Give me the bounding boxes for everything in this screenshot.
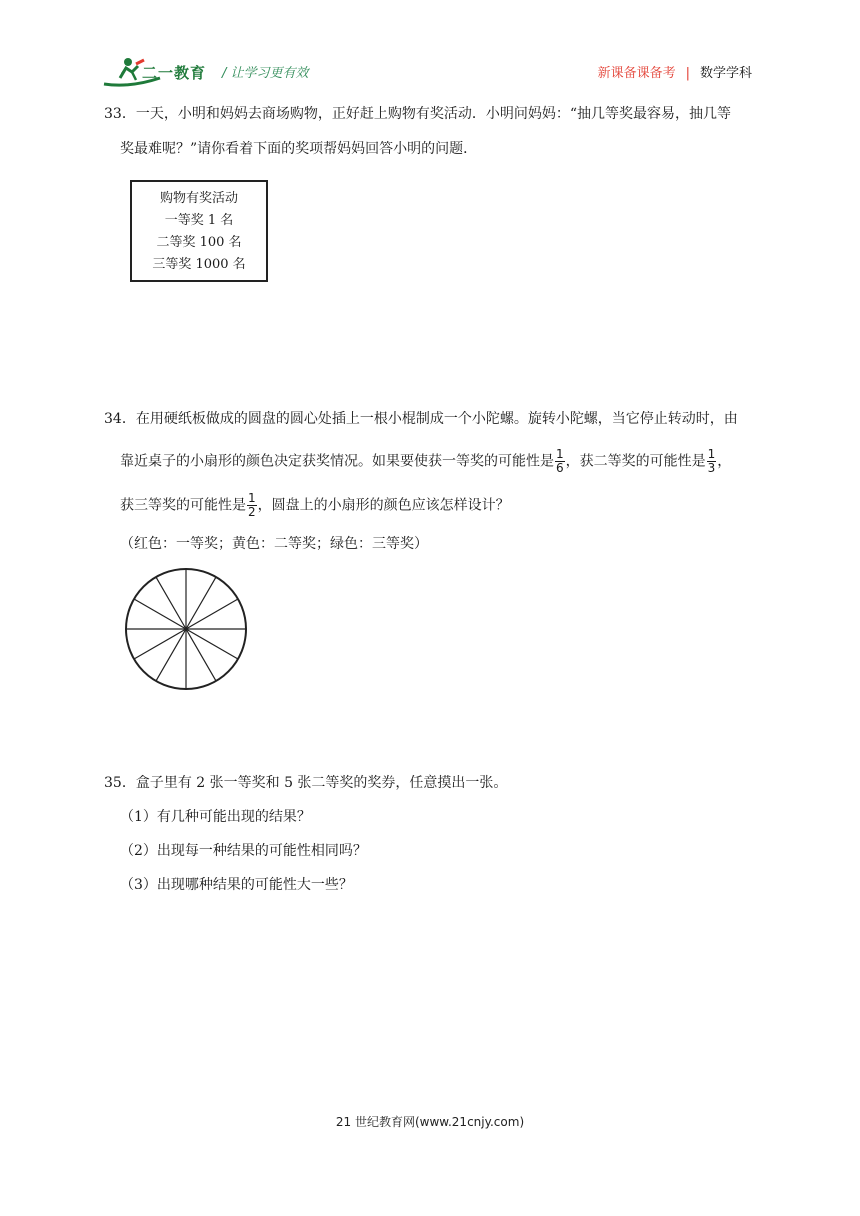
spinner-sector-line [134, 629, 186, 659]
spinner-sector-line [156, 577, 186, 629]
spinner-sector-line [134, 599, 186, 629]
q34-line3 [120, 492, 510, 519]
frac1-den: 6 [556, 461, 564, 475]
q35-sub3: （3）出现哪种结果的可能性大一些？ [120, 877, 353, 893]
fraction-one-sixth [555, 448, 565, 475]
spinner-sector-line [186, 599, 238, 629]
q34-line3-a: 获三等奖的可能性是 [120, 497, 246, 514]
frac3-num: 1 [248, 491, 256, 505]
prize-second: 二等奖 100 名 [156, 235, 242, 250]
q34-line2-a: 靠近桌子的小扇形的颜色决定获奖情况。如果要使获一等奖的可能性是 [120, 453, 554, 470]
spinner-sector-line [156, 629, 186, 681]
q34-line2-b: ，获二等奖的可能性是 [565, 453, 706, 470]
spinner-sector-line [186, 629, 216, 681]
q34-line2-c: ， [717, 453, 732, 470]
prize-box-title: 购物有奖活动 [159, 191, 238, 206]
prize-third: 三等奖 1000 名 [152, 257, 246, 272]
frac2-den: 3 [707, 461, 716, 475]
q35-sub2: （2）出现每一种结果的可能性相同吗？ [120, 843, 367, 859]
prize-box [130, 180, 268, 282]
header-subject: 数学学科 [699, 66, 752, 81]
header-right [598, 62, 752, 81]
prize-first: 一等奖 1 名 [164, 213, 234, 228]
spinner-sector-line [186, 629, 238, 659]
q34-line3-b: ，圆盘上的小扇形的颜色应该怎样设计？ [257, 497, 510, 514]
header-separator: | [685, 66, 690, 81]
q33-line1: 33．一天，小明和妈妈去商场购物，正好赶上购物有奖活动．小明问妈妈：“抽几等奖最容易，抽几等 [104, 106, 731, 122]
fraction-one-third [707, 448, 717, 475]
q33-line2: 奖最难呢？”请你看着下面的奖项帮妈妈回答小明的问题． [120, 141, 478, 157]
spinner-disc [124, 567, 248, 691]
frac1-num: 1 [556, 447, 564, 461]
frac3-den: 2 [248, 505, 256, 519]
q34-line4: （红色：一等奖；黄色：二等奖；绿色：三等奖） [120, 536, 428, 552]
logo-text: 二一教育 [142, 64, 207, 82]
frac2-num: 1 [707, 447, 716, 461]
q34-line1: 34．在用硬纸板做成的圆盘的圆心处插上一根小棍制成一个小陀螺。旋转小陀螺，当它停止转动时，由 [104, 411, 738, 427]
header-series: 新课备课备考 [597, 66, 676, 81]
q35-sub1: （1）有几种可能出现的结果？ [120, 809, 311, 825]
header-slogan: / 让学习更有效 [222, 66, 309, 81]
footer-source: 21 世纪教育网(www.21cnjy.com) [335, 1115, 525, 1129]
spinner-sector-line [186, 577, 216, 629]
q35-line1: 35．盒子里有 2 张一等奖和 5 张二等奖的奖券，任意摸出一张。 [104, 775, 508, 791]
q34-line2 [120, 448, 731, 475]
fraction-one-half [247, 492, 257, 519]
